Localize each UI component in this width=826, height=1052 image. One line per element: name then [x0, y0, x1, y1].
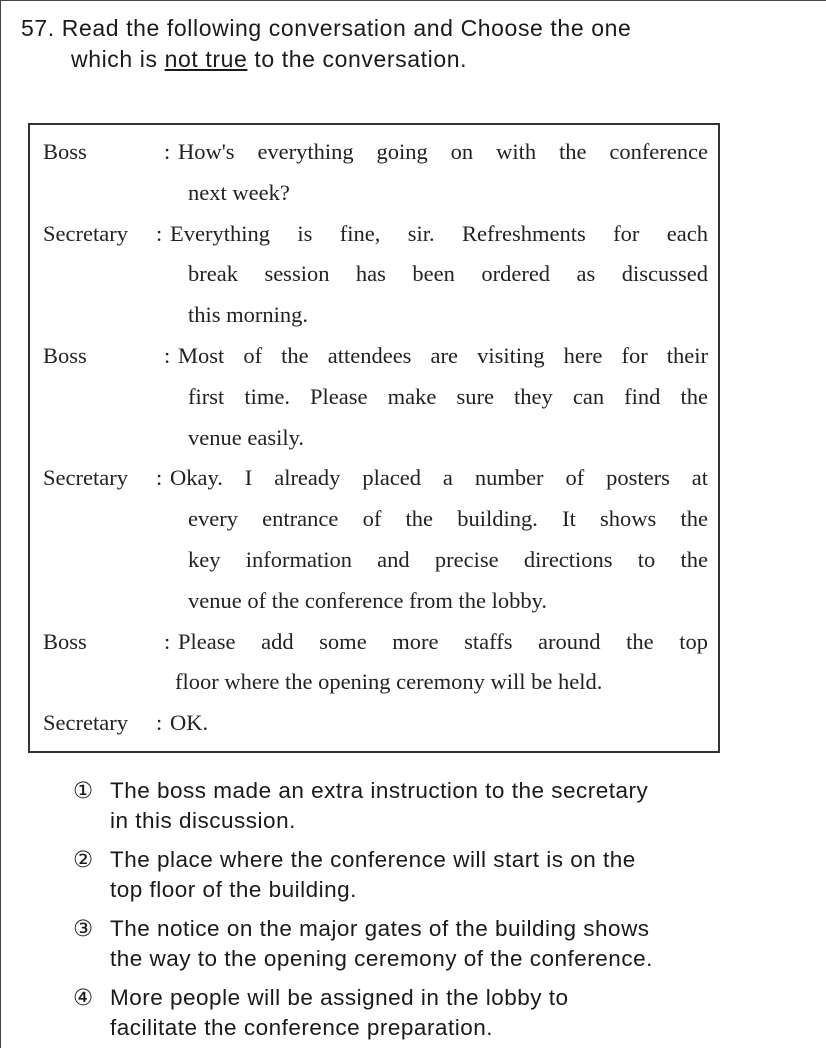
- dialogue-line: OK.: [170, 710, 209, 736]
- option-line: top floor of the building.: [110, 877, 357, 902]
- dialogue-turn: [30, 343, 718, 465]
- option-line: The place where the conference will start is on the: [110, 847, 636, 872]
- speaker-name: Boss: [43, 628, 87, 654]
- dialogue-line: Most of the attendees are visiting here for their: [178, 343, 708, 368]
- dialogue-line: break session has been ordered as discussed: [188, 261, 708, 287]
- question-line-2: [21, 44, 801, 75]
- dialogue-turn: [30, 710, 718, 751]
- speaker-name: Secretary: [43, 465, 128, 491]
- speaker-colon: :: [156, 465, 163, 491]
- speaker-colon: :: [164, 139, 171, 164]
- dialogue-turn: [30, 221, 718, 343]
- option-number: ④: [73, 985, 94, 1010]
- option-line: facilitate the conference preparation.: [110, 1015, 493, 1040]
- question-line-1: Read the following conversation and Choose the one: [61, 15, 632, 41]
- question-line-2-pre: which is: [71, 46, 165, 72]
- question-emphasis: not true: [164, 46, 248, 72]
- option-number: ②: [73, 847, 94, 872]
- speaker-name: Secretary: [43, 220, 128, 246]
- option-line: The notice on the major gates of the building shows: [110, 916, 650, 941]
- answer-option[interactable]: [73, 983, 773, 1043]
- option-number: ①: [73, 778, 94, 803]
- dialogue-line: How's everything going on with the conference: [178, 139, 708, 164]
- option-number: ③: [73, 916, 94, 941]
- dialogue-turn: [30, 629, 718, 711]
- dialogue-turn: [30, 465, 718, 628]
- answer-option[interactable]: [73, 845, 773, 905]
- answer-options: [73, 776, 773, 1052]
- dialogue-line: every entrance of the building. It shows the: [188, 506, 708, 532]
- dialogue-line: this morning.: [188, 302, 309, 328]
- speaker-colon: :: [156, 220, 163, 246]
- dialogue-line: venue of the conference from the lobby.: [188, 587, 548, 613]
- question-prompt: [21, 13, 801, 75]
- speaker-colon: :: [164, 628, 171, 654]
- conversation-box: [28, 123, 720, 753]
- dialogue-line: Everything is fine, sir. Refreshments for each: [170, 220, 708, 246]
- dialogue-line: key information and precise directions to the: [188, 546, 708, 572]
- answer-option[interactable]: [73, 914, 773, 974]
- speaker-colon: :: [156, 710, 163, 736]
- answer-option[interactable]: [73, 776, 773, 836]
- speaker-name: Boss: [43, 343, 87, 368]
- dialogue-line: first time. Please make sure they can find the: [188, 383, 708, 409]
- dialogue-line: Please add some more staffs around the top: [178, 628, 708, 654]
- dialogue-line: floor where the opening ceremony will be held.: [175, 669, 603, 695]
- dialogue-line: Okay. I already placed a number of posters at: [170, 465, 708, 491]
- option-line: the way to the opening ceremony of the conference.: [110, 946, 653, 971]
- option-line: More people will be assigned in the lobby to: [110, 985, 569, 1010]
- question-line-2-post: to the conversation.: [247, 46, 468, 72]
- dialogue-line: next week?: [188, 179, 290, 205]
- dialogue-line: venue easily.: [188, 424, 304, 450]
- question-number: 57.: [21, 15, 55, 41]
- speaker-colon: :: [164, 343, 171, 368]
- option-line: in this discussion.: [110, 808, 296, 833]
- dialogue-turn: [30, 139, 718, 221]
- speaker-name: Secretary: [43, 710, 128, 736]
- option-line: The boss made an extra instruction to the secretary: [110, 778, 649, 803]
- speaker-name: Boss: [43, 139, 87, 164]
